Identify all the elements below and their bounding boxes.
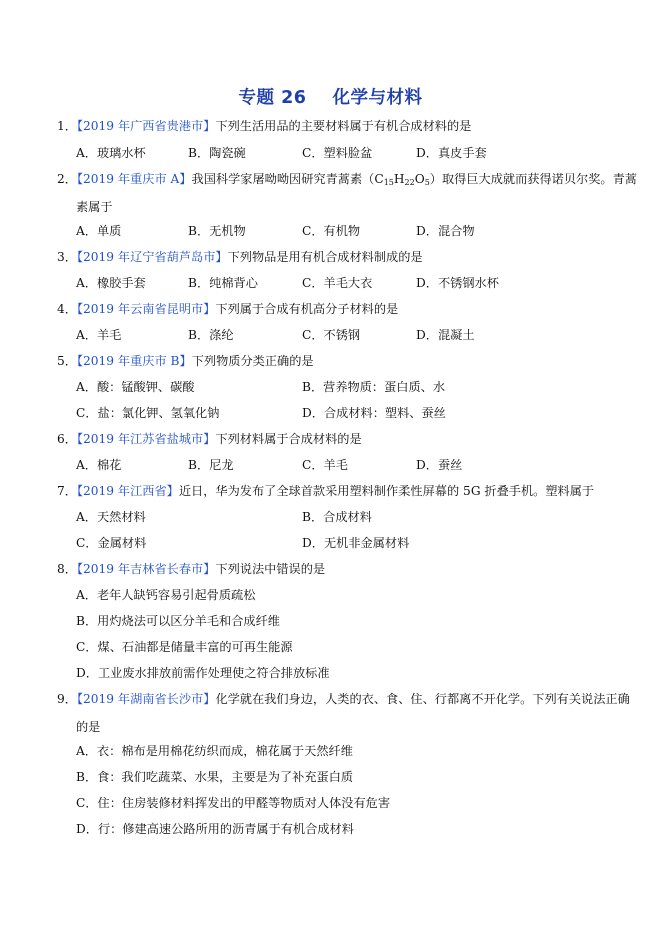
question-8 bbox=[57, 562, 617, 576]
question-text-part: H bbox=[393, 172, 405, 186]
question-continuation: 的是 bbox=[76, 720, 101, 734]
option-a: A．衣：棉布是用棉花纺织而成，棉花属于天然纤维 bbox=[76, 744, 353, 758]
option-c: C．住：住房装修材料挥发出的甲醛等物质对人体没有危害 bbox=[76, 796, 391, 810]
option-c: C．羊毛 bbox=[302, 458, 348, 472]
option-b: B．合成材料 bbox=[302, 510, 372, 524]
question-text: 下列物品是用有机合成材料制成的是 bbox=[227, 250, 423, 264]
subscript: 22 bbox=[404, 178, 415, 187]
question-text: 下列生活用品的主要材料属于有机合成材料的是 bbox=[215, 119, 472, 133]
option-b: B．涤纶 bbox=[188, 328, 234, 342]
question-number: 1． bbox=[57, 119, 77, 133]
question-1 bbox=[57, 119, 617, 133]
question-7 bbox=[57, 484, 617, 498]
option-d: D．行：修建高速公路所用的沥青属于有机合成材料 bbox=[76, 822, 354, 836]
question-text: 下列属于合成有机高分子材料的是 bbox=[215, 302, 399, 316]
option-a: A．橡胶手套 bbox=[76, 276, 146, 290]
option-b: B．食：我们吃蔬菜、水果，主要是为了补充蛋白质 bbox=[76, 770, 354, 784]
question-text: 下列物质分类正确的是 bbox=[191, 354, 314, 368]
option-b: B．营养物质：蛋白质、水 bbox=[302, 380, 446, 394]
option-d: D．不锈钢水杯 bbox=[416, 276, 499, 290]
option-d: D．工业废水排放前需作处理使之符合排放标准 bbox=[76, 666, 330, 680]
option-a: A．老年人缺钙容易引起骨质疏松 bbox=[76, 588, 256, 602]
question-number: 5． bbox=[57, 354, 77, 368]
question-9 bbox=[57, 692, 630, 706]
question-text-part: 我国科学家屠呦呦因研究青蒿素（C bbox=[191, 172, 384, 186]
question-text-part: O bbox=[414, 172, 425, 186]
option-c: C．盐：氯化钾、氢氧化钠 bbox=[76, 406, 220, 420]
question-number: 6． bbox=[57, 432, 77, 446]
question-6 bbox=[57, 432, 617, 446]
question-number: 8． bbox=[57, 562, 77, 576]
source-tag: 【2019 年广西省贵港市】 bbox=[76, 119, 216, 133]
question-4 bbox=[57, 302, 617, 316]
source-tag: 【2019 年重庆市 A】 bbox=[76, 172, 192, 186]
question-continuation: 素属于 bbox=[76, 200, 113, 214]
option-a: A．酸：锰酸钾、碳酸 bbox=[76, 380, 195, 394]
option-b: B．纯棉背心 bbox=[188, 276, 258, 290]
subscript: 15 bbox=[383, 178, 394, 187]
question-text: 近日，华为发布了全球首款采用塑料制作柔性屏幕的 5G 折叠手机。塑料属于 bbox=[178, 484, 595, 498]
source-tag: 【2019 年江西省】 bbox=[76, 484, 179, 498]
source-tag: 【2019 年湖南省长沙市】 bbox=[76, 692, 216, 706]
option-d: D．混凝土 bbox=[416, 328, 475, 342]
option-c: C．金属材料 bbox=[76, 536, 147, 550]
question-number: 4． bbox=[57, 302, 77, 316]
option-d: D．合成材料：塑料、蚕丝 bbox=[302, 406, 446, 420]
question-number: 9． bbox=[57, 692, 77, 706]
option-c: C．不锈钢 bbox=[302, 328, 361, 342]
source-tag: 【2019 年云南省昆明市】 bbox=[76, 302, 216, 316]
option-a: A．棉花 bbox=[76, 458, 122, 472]
option-b: B．尼龙 bbox=[188, 458, 234, 472]
question-text: 下列材料属于合成材料的是 bbox=[215, 432, 362, 446]
option-a: A．单质 bbox=[76, 224, 122, 238]
source-tag: 【2019 年辽宁省葫芦岛市】 bbox=[76, 250, 228, 264]
question-text: 下列说法中错误的是 bbox=[215, 562, 326, 576]
option-c: C．煤、石油都是储量丰富的可再生能源 bbox=[76, 640, 293, 654]
option-d: D．真皮手套 bbox=[416, 146, 487, 160]
option-c: C．有机物 bbox=[302, 224, 361, 238]
question-2 bbox=[57, 172, 637, 190]
question-text: 化学就在我们身边，人类的衣、食、住、行都离不开化学。下列有关说法正确 bbox=[215, 692, 630, 706]
option-b: B．无机物 bbox=[188, 224, 246, 238]
source-tag: 【2019 年江苏省盐城市】 bbox=[76, 432, 216, 446]
source-tag: 【2019 年重庆市 B】 bbox=[76, 354, 192, 368]
option-d: D．无机非金属材料 bbox=[302, 536, 410, 550]
question-number: 3． bbox=[57, 250, 77, 264]
option-c: C．塑料脸盆 bbox=[302, 146, 373, 160]
option-b: B．用灼烧法可以区分羊毛和合成纤维 bbox=[76, 614, 280, 628]
question-number: 2． bbox=[57, 172, 77, 186]
page-title bbox=[0, 84, 661, 109]
question-5 bbox=[57, 354, 617, 368]
source-tag: 【2019 年吉林省长春市】 bbox=[76, 562, 216, 576]
option-a: A．羊毛 bbox=[76, 328, 122, 342]
option-a: A．天然材料 bbox=[76, 510, 146, 524]
option-d: D．蚕丝 bbox=[416, 458, 463, 472]
option-c: C．羊毛大衣 bbox=[302, 276, 373, 290]
option-a: A．玻璃水杯 bbox=[76, 146, 146, 160]
subscript: 5 bbox=[424, 178, 430, 187]
title-name: 化学与材料 bbox=[332, 88, 423, 108]
option-d: D．混合物 bbox=[416, 224, 475, 238]
question-number: 7． bbox=[57, 484, 77, 498]
question-text-part: ）取得巨大成就而获得诺贝尔奖。青蒿 bbox=[429, 172, 637, 186]
option-b: B．陶瓷碗 bbox=[188, 146, 246, 160]
title-prefix: 专题 26 bbox=[238, 88, 307, 108]
question-3 bbox=[57, 250, 617, 264]
